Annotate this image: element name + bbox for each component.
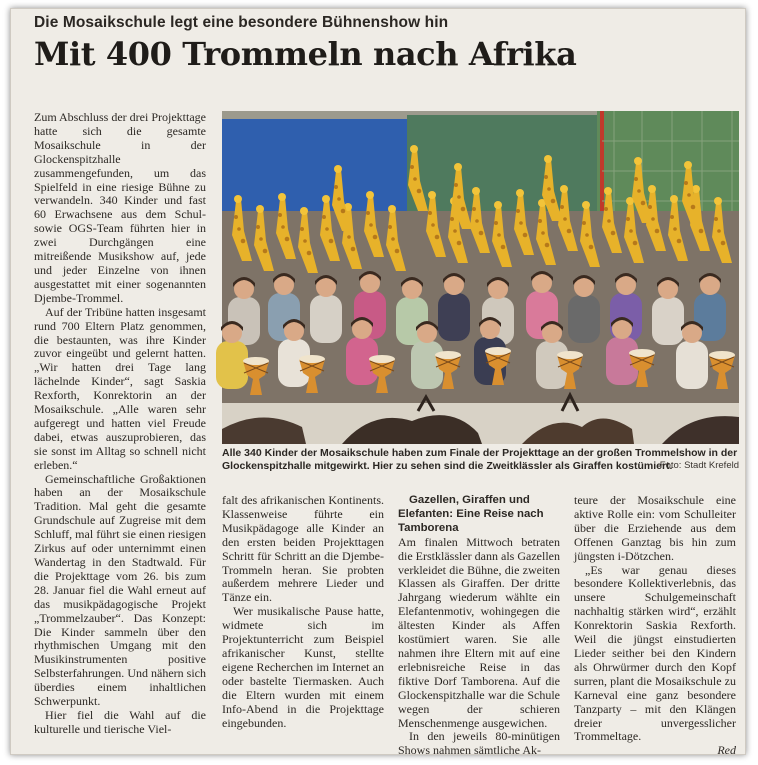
article-photo [222,111,739,444]
article-column-2 [222,494,384,744]
article-kicker: Die Mosaikschule legt eine besondere Bühnenshow hin [34,14,449,31]
paragraph: Zum Abschluss der drei Projekttage hatte sich die gesamte Mosaikschule in der Glockenspitzhalle zusammengefunden, um das Spielfeld in eine riesige Bühne zu verwandeln. 340 Kinder und fast 60 Erwachsene aus dem Schul- sowie OGS-Team führten hier in zwei Durchgängen eine mitreißende Musikshow auf, jede und jeder Einzelne von ihnen ausgestattet mit einer sogenannten Djembe-Trommel. [34,110,206,305]
paragraph: „Es war genau dieses besondere Kollektiverlebnis, das unsere Schulgemeinschaft nachhaltig stärken wird“, erzählt Konrektorin Saskia Rexforth. Weil die jüngst einstudierten Lieder seither bei den Kindern als Ohrwürmer durch den Kopf surren, plant die Mosaikschule zu Karneval eine ganz besondere Tanzparty – mit den Klängen dreier unvergesslicher Trommeltage. [574,562,736,744]
article-column-1 [34,111,206,749]
photo-credit: Foto: Stadt Krefeld [659,460,739,471]
paragraph: falt des afrikanischen Kontinents. Klassenweise führte ein Musikpädagoge alle Kinder an den ersten beiden Projekttagen Schritt für Schritt an die Djembe-Trommeln heran. Sie probten außerdem mehrere Lieder und Tänze ein. [222,493,384,605]
article-column-4 [574,493,736,758]
paragraph: Auf der Tribüne hatten insgesamt rund 700 Eltern Platz genommen, die bestaunten, was ihre Kinder zuvor eingeübt und gelernt hatten. „Wir hatten drei Tage lang lächelnde Kinder“, sagt Saskia Rexforth, Konrektorin an der Mosaikschule. „Alle waren sehr aufgeregt und hatten viel Freude dabei, etwas auszuprobieren, das sie sonst im Alltag so schnell nicht erleben.“ [34,304,206,472]
paragraph: In den jeweils 80-minütigen Shows nahmen sämtliche Ak- [398,729,560,758]
paragraph: Am finalen Mittwoch betraten die Erstklässler dann als Gazellen verkleidet die Bühne, die zweiten Klassen als Giraffen. Der dritte Jahrgang wiederum wählte ein Elefantenmotiv, wohingegen die ältesten Kinder als Affen kostümiert waren. Sie alle nahmen ihre Eltern mit auf eine erlebnisreiche Reise in das fiktive Dorf Tamborena. Auf die Glockenspitzhalle war die Schule wegen der schieren Menschenmenge ausgewichen. [398,534,560,730]
section-subhead: Gazellen, Giraffen und Elefanten: Eine Reise nach Tamborena [398,494,544,534]
paragraph: Gemeinschaftliche Großaktionen haben an der Mosaikschule Tradition. Mal geht die gesamte Grundschule auf Zugreise mit dem Schluff, mal führt sie einen riesigen Zirkus auf oder unternimmt einen Wandertag in den Stadtwald. Für die Projekttage vom 26. bis zum 28. Januar fiel die Wahl erneut auf das musikpädagogische Projekt „Trommelzauber“. Das Konzept: Die Kinder sammeln über den rhythmischen Umgang mit den Musikinstrumenten positive Selbsterfahrungen. Und nähern sich überdies einem inhaltlichen Schwerpunkt. [34,471,206,709]
paragraph: Hier fiel die Wahl auf die kulturelle und tierische Viel- [34,707,206,736]
paragraph: Wer musikalische Pause hatte, widmete sich im Projektunterricht zum Beispiel afrikanischer Kunst, stellte eigene Recherchen im Internet an oder bastelte Tiermasken. Auch die Eltern wurden mit einem Info-Abend in die Projekttage eingebunden. [222,604,384,730]
photo-caption: Alle 340 Kinder der Mosaikschule haben zum Finale der Projekttage an der großen Trommelshow in der Glockenspitzhalle mitgewirkt. Hier zu sehen sind die Zweitklässler als Giraffen kostümiert. [222,447,738,472]
author-signature: Red [717,743,736,758]
article-column-3 [398,494,560,758]
paragraph: teure der Mosaikschule eine aktive Rolle ein: vom Schulleiter über die Erziehende aus dem Offenen Ganztag bis hin zum jüngsten i-Dötzchen. [574,493,736,563]
article-headline: Mit 400 Trommeln nach Afrika [34,35,577,73]
